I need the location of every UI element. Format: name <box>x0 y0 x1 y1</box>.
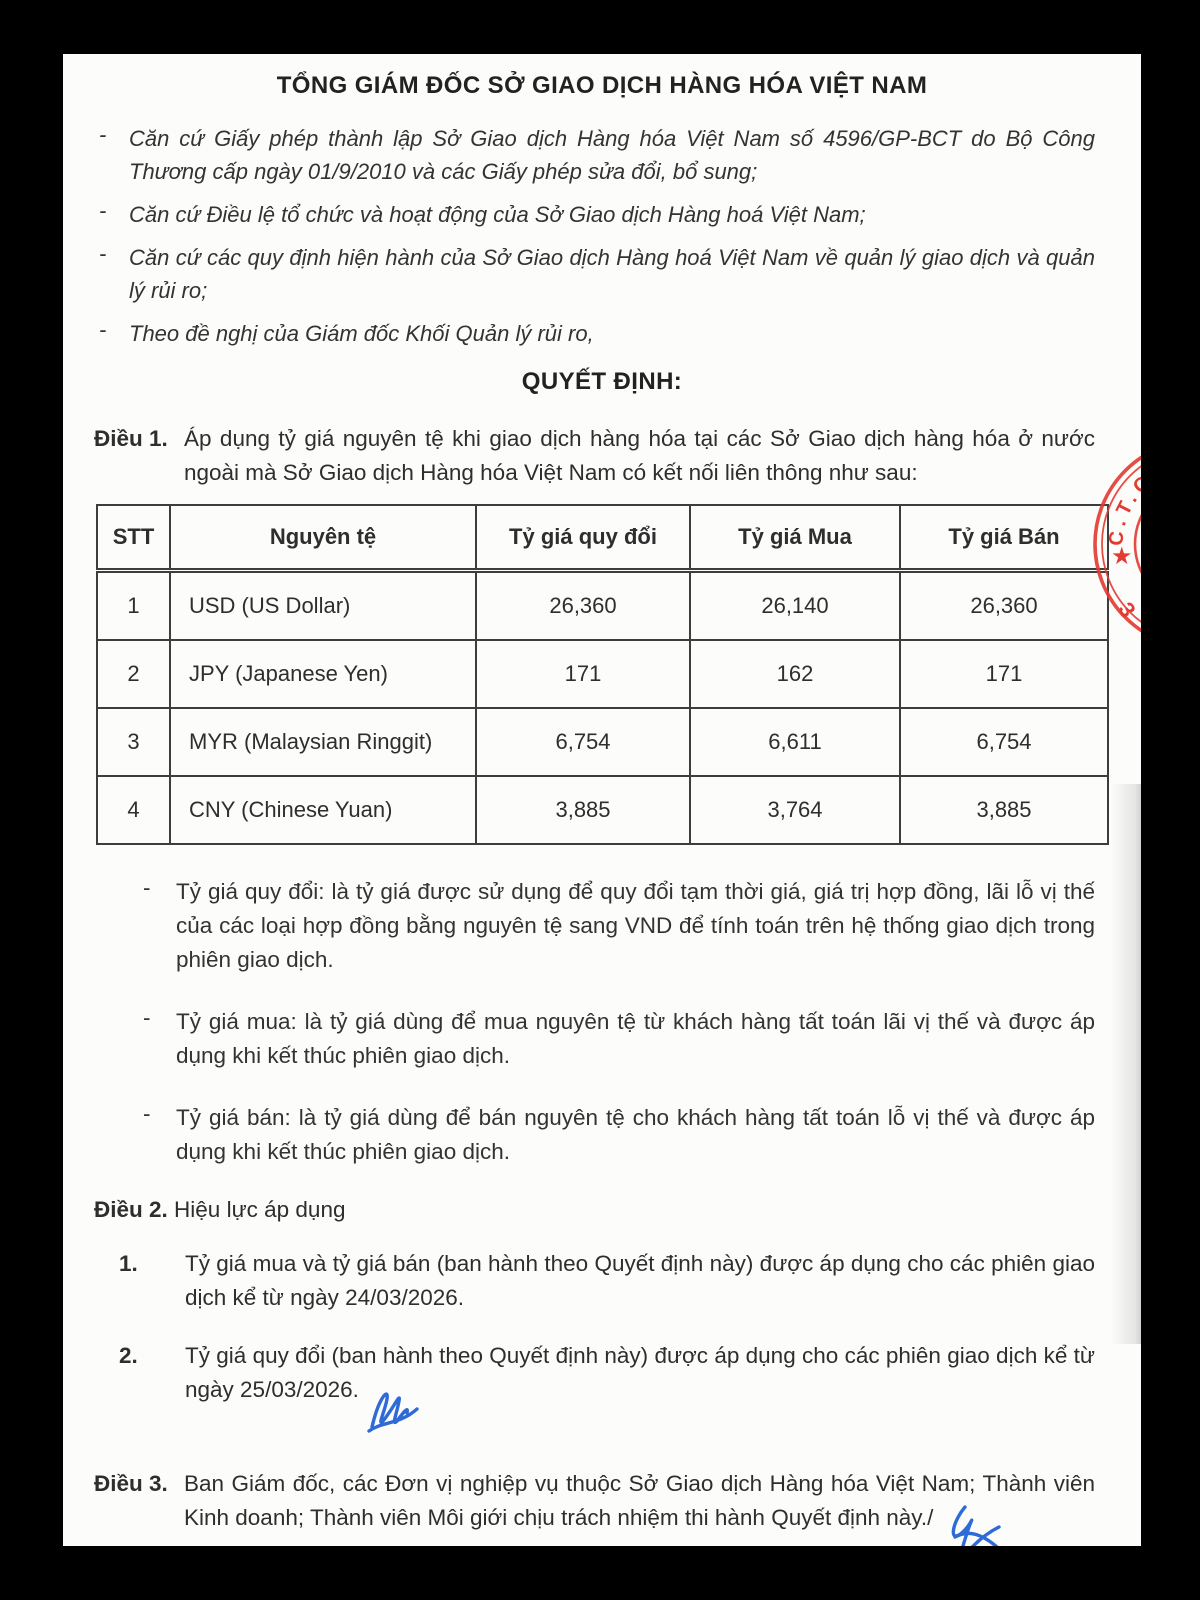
col-header-buy-rate: Tỷ giá Mua <box>690 505 900 571</box>
cell-currency: CNY (Chinese Yuan) <box>170 776 476 844</box>
col-header-currency: Nguyên tệ <box>170 505 476 571</box>
col-header-conversion-rate: Tỷ giá quy đổi <box>476 505 690 571</box>
article-3-text-content: Ban Giám đốc, các Đơn vị nghiệp vụ thuộc Sở Giao dịch Hàng hóa Việt Nam; Thành viên Kinh doanh; Thành viên Môi giới chịu trách nhiệm thi hành Quyết định này./ <box>184 1471 1095 1530</box>
item-number: 2. <box>119 1343 138 1368</box>
preamble-item <box>63 241 1141 307</box>
item-text: Tỷ giá mua và tỷ giá bán (ban hành theo Quyết định này) được áp dụng cho các phiên giao dịch kể từ ngày 24/03/2026. <box>185 1251 1095 1310</box>
preamble-item <box>63 198 1141 231</box>
cell-buy-rate: 26,140 <box>690 571 900 641</box>
cell-conversion-rate: 6,754 <box>476 708 690 776</box>
definition-item <box>63 1101 1141 1169</box>
table-row <box>97 708 1108 776</box>
stamp-partial-character: 3 <box>1113 597 1141 622</box>
article-1 <box>63 422 1141 490</box>
bullet-dash: - <box>143 875 151 900</box>
table-row <box>97 640 1108 708</box>
definition-text: Tỷ giá quy đổi: là tỷ giá được sử dụng để quy đổi tạm thời giá, giá trị hợp đồng, lãi lỗ vị thế của các loại hợp đồng bằng nguyên tệ sang VND để tính toán trên hệ thống giao dịch trong phiên giao dịch. <box>176 879 1095 972</box>
cell-conversion-rate: 3,885 <box>476 776 690 844</box>
cell-buy-rate: 162 <box>690 640 900 708</box>
article-2-title: Hiệu lực áp dụng <box>174 1197 346 1222</box>
decision-heading: QUYẾT ĐỊNH: <box>521 368 683 395</box>
table-header-row <box>97 505 1108 571</box>
cell-conversion-rate: 26,360 <box>476 571 690 641</box>
bullet-dash: - <box>99 317 107 342</box>
article-2-heading <box>63 1197 1141 1223</box>
col-header-stt: STT <box>97 505 170 571</box>
cell-currency: JPY (Japanese Yen) <box>170 640 476 708</box>
cell-currency: USD (US Dollar) <box>170 571 476 641</box>
preamble-text: Căn cứ Điều lệ tổ chức và hoạt động của Sở Giao dịch Hàng hoá Việt Nam; <box>129 202 866 227</box>
item-text <box>185 1339 1095 1427</box>
document-title: TỔNG GIÁM ĐỐC SỞ GIAO DỊCH HÀNG HÓA VIỆT NAM <box>276 72 928 99</box>
cell-sell-rate: 171 <box>900 640 1108 708</box>
definition-item <box>63 875 1141 977</box>
document-page <box>63 54 1159 1546</box>
bullet-dash: - <box>143 1005 151 1030</box>
definition-text: Tỷ giá bán: là tỷ giá dùng để bán nguyên tệ cho khách hàng tất toán lỗ vị thế và được áp dụng khi kết thúc phiên giao dịch. <box>176 1105 1095 1164</box>
article-2-label: Điều 2. <box>94 1197 168 1222</box>
article-2-item-1 <box>63 1247 1141 1315</box>
article-1-text: Áp dụng tỷ giá nguyên tệ khi giao dịch hàng hóa tại các Sở Giao dịch hàng hóa ở nước ngoài mà Sở Giao dịch Hàng hóa Việt Nam có kết nối liên thông như sau: <box>184 426 1095 485</box>
cell-currency: MYR (Malaysian Ringgit) <box>170 708 476 776</box>
table-row <box>97 776 1108 844</box>
cell-sell-rate: 26,360 <box>900 571 1108 641</box>
preamble-item <box>63 317 1141 350</box>
item-number: 1. <box>119 1251 138 1276</box>
handwritten-signature-blue <box>939 1501 1003 1546</box>
item-text-content: Tỷ giá quy đổi (ban hành theo Quyết định này) được áp dụng cho các phiên giao dịch kể từ ngày 25/03/2026. <box>185 1343 1095 1402</box>
preamble-text: Căn cứ các quy định hiện hành của Sở Giao dịch Hàng hoá Việt Nam về quản lý giao dịch và quản lý rủi ro; <box>129 245 1095 303</box>
stamp-curved-text: C.T.C <box>1105 468 1159 547</box>
scan-artifact-streak <box>1111 784 1141 1344</box>
cell-stt: 1 <box>97 571 170 641</box>
cell-stt: 4 <box>97 776 170 844</box>
definitions-section <box>63 875 1141 1169</box>
preamble-item <box>63 122 1141 188</box>
cell-sell-rate: 3,885 <box>900 776 1108 844</box>
bullet-dash: - <box>143 1101 151 1126</box>
preamble-text: Theo đề nghị của Giám đốc Khối Quản lý rủi ro, <box>129 321 594 346</box>
cell-stt: 3 <box>97 708 170 776</box>
bullet-dash: - <box>99 122 107 147</box>
cell-buy-rate: 6,611 <box>690 708 900 776</box>
article-3-label: Điều 3. <box>94 1471 168 1496</box>
cell-sell-rate: 6,754 <box>900 708 1108 776</box>
cell-buy-rate: 3,764 <box>690 776 900 844</box>
stamp-star-icon: ★ <box>1111 543 1133 570</box>
preamble-section <box>63 122 1141 350</box>
article-2-item-2 <box>63 1339 1141 1427</box>
article-3-text <box>184 1467 1095 1546</box>
definition-item <box>63 1005 1141 1073</box>
article-1-label: Điều 1. <box>94 426 168 451</box>
bullet-dash: - <box>99 198 107 223</box>
article-3 <box>63 1467 1141 1546</box>
col-header-sell-rate: Tỷ giá Bán <box>900 505 1108 571</box>
definition-text: Tỷ giá mua: là tỷ giá dùng để mua nguyên tệ từ khách hàng tất toán lãi vị thế và được áp dụng khi kết thúc phiên giao dịch. <box>176 1009 1095 1068</box>
handwritten-initial-blue <box>365 1381 423 1439</box>
exchange-rate-table <box>96 504 1109 845</box>
bullet-dash: - <box>99 241 107 266</box>
cell-stt: 2 <box>97 640 170 708</box>
preamble-text: Căn cứ Giấy phép thành lập Sở Giao dịch Hàng hóa Việt Nam số 4596/GP-BCT do Bộ Công Thương cấp ngày 01/9/2010 và các Giấy phép sửa đổi, bổ sung; <box>129 126 1095 184</box>
table-row <box>97 571 1108 641</box>
cell-conversion-rate: 171 <box>476 640 690 708</box>
